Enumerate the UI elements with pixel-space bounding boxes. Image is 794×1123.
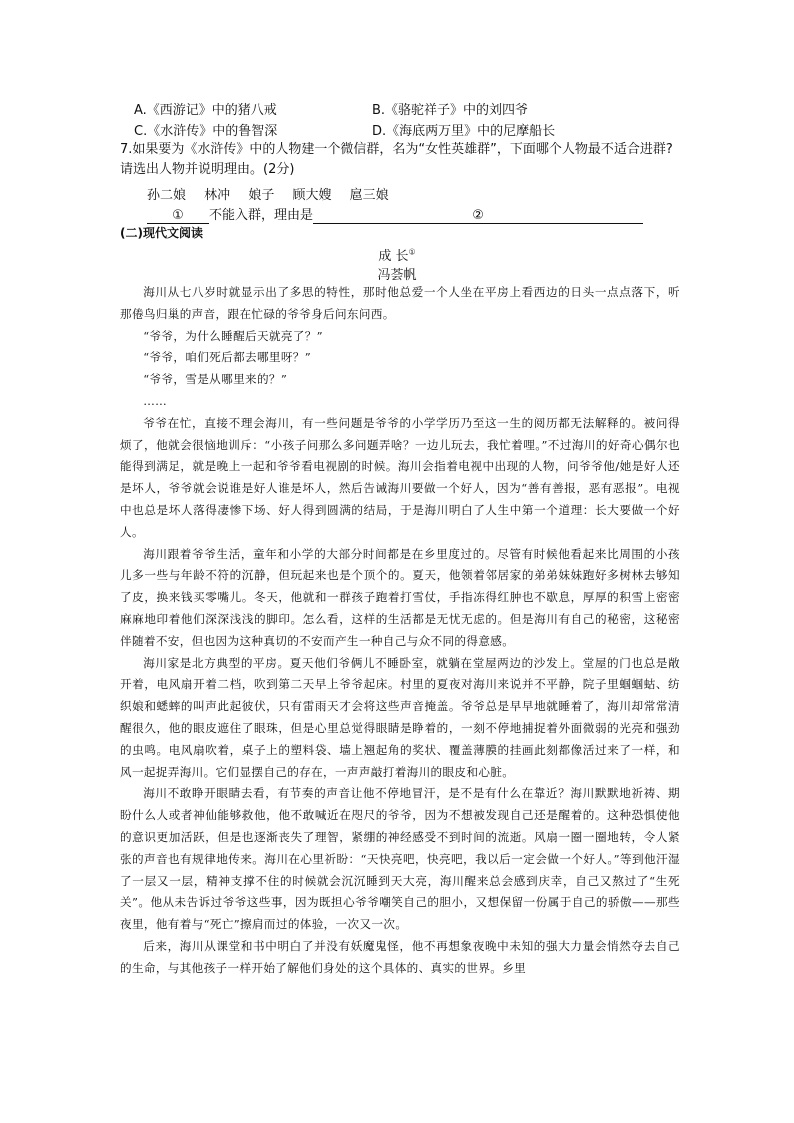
- candidate-name: 扈三娘: [349, 188, 389, 203]
- article-title: [0, 245, 794, 264]
- paragraph: 海川不敢睁开眼睛去看，有节奏的声音让他不停地冒汗，是不是有什么在靠近？海川默默地祈祷、期盼什么人或者神仙能够救他，他不敢喊近在咫尺的爷爷，因为不想被发现自己还是醒着的。这种恐惧使他的意识更加活跃，但是也逐渐丧失了理智，紧绷的神经感受不到时间的流逝。风扇一圈一圈地转，令人紧张的声音也有规律地传来。海川在心里祈盼：“天快亮吧，快亮吧，我以后一定会做一个好人。”等到他汗湿了一层又一层，精神支撑不住的时候就会沉沉睡到天大亮，海川醒来总会感到庆幸，自己又熬过了“生死关”。他从未告诉过爷爷这些事，因为既担心爷爷嘲笑自己的胆小，又想保留一份属于自己的骄傲——那些夜里，他有着与“死亡”擦肩而过的体验，一次又一次。: [120, 786, 680, 932]
- option-b: B.《骆驼祥子》中的刘四爷: [372, 103, 529, 118]
- article-body: [120, 282, 680, 980]
- paragraph: 爷爷在忙，直接不理会海川，有一些问题是爷爷的小学学历乃至这一生的阅历都无法解释的。被问得烦了，他就会很恼地训斥：“小孩子问那么多问题弄啥？一边儿玩去，我忙着哩。”不过海川的好奇心偶尔也能得到满足，就是晚上一起和爷爷看电视剧的时候。海川会指着电视中出现的人物，问爷爷他/她是好人还是坏人，爷爷就会说谁是好人谁是坏人，然后告诫海川要做一个好人，因为“善有善报，恶有恶报”。电视中也总是坏人落得凄惨下场、好人得到圆满的结局，于是海川明白了人生中第一个道理：长大要做一个好人。: [120, 415, 680, 539]
- paragraph: 海川跟着爷爷生活，童年和小学的大部分时间都是在乡里度过的。尽管有时候他看起来比周围的小孩儿多一些与年龄不符的沉静，但玩起来也是个顶个的。夏天，他领着邻居家的弟弟妹妹跑好多树林去够知了皮，换来钱买零嘴儿。冬天，他就和一群孩子跑着打雪仗，手指冻得红肿也不歇息，厚厚的积雪上密密麻麻地印着他们深深浅浅的脚印。怎么看，这样的生活都是无忧无虑的。但是海川有自己的秘密，这秘密伴随着不安，但也因为这种真切的不安而产生一种自己与众不同的得意感。: [120, 546, 680, 648]
- candidate-name: 林冲: [204, 188, 231, 203]
- candidate-name: 娘子: [248, 188, 275, 203]
- paragraph: 海川从七八岁时就显示出了多思的特性，那时他总爱一个人坐在平房上看西边的日头一点点落下，听那倦鸟归巢的声音，跟在忙碌的爷爷身后问东问西。: [120, 285, 680, 321]
- paragraph: “爷爷，咱们死后都去哪里呀？”: [143, 350, 312, 365]
- paragraph: 后来，海川从课堂和书中明白了并没有妖魔鬼怪，他不再想象夜晚中未知的强大力量会悄然夺去自己的生命，与其他孩子一样开始了解他们身处的这个具体的、真实的世界。乡里: [120, 938, 680, 975]
- option-d: D.《海底两万里》中的尼摩船长: [372, 124, 556, 139]
- answer-blank-2[interactable]: ②: [313, 208, 643, 224]
- answer-row: [147, 204, 643, 224]
- footnote-mark: ①: [408, 247, 416, 257]
- paragraph: “爷爷，雪是从哪里来的？”: [143, 372, 288, 387]
- article-author: 冯荟帆: [377, 268, 417, 283]
- candidate-name: 顾大嫂: [292, 188, 332, 203]
- paragraph: 海川家是北方典型的平房。夏天他们爷俩儿不睡卧室，就躺在堂屋两边的沙发上。堂屋的门也总是敞开着，电风扇开着二档，吹到第二天早上爷爷起床。村里的夏夜对海川来说并不平静，院子里蝈蝈蛄、纺织娘和蟋蟀的叫声此起彼伏，只有雷雨天才会将这些声音掩盖。爷爷总是早早地就睡着了，海川却常常清醒很久，他的眼皮遮住了眼珠，但是心里总觉得眼睛是睁着的，一刻不停地捕捉着外面微弱的光亮和强劲的虫鸣。电风扇吹着，桌子上的塑料袋、墙上翘起角的奖状、覆盖薄膜的挂画此刻都像活过来了一样，和风一起捉弄海川。它们显摆自己的存在，一声声敲打着海川的眼皮和心脏。: [120, 655, 680, 779]
- answer-middle-text: 不能入群，理由是: [209, 208, 314, 223]
- question-7-text: 7.如果要为《水浒传》中的人物建一个微信群，名为“女性英雄群”，下面哪个人物最不适合进群?请选出人物并说明理由。(2分): [120, 142, 673, 177]
- article-title-text: 成 长: [378, 249, 409, 264]
- paragraph: ……: [143, 393, 168, 408]
- option-a: A.《西游记》中的猪八戒: [134, 103, 277, 118]
- paragraph: “爷爷，为什么睡醒后天就亮了？”: [143, 328, 323, 343]
- candidate-name: 孙二娘: [147, 188, 187, 203]
- option-c: C.《水浒传》中的鲁智深: [134, 124, 278, 139]
- candidate-names: [147, 184, 403, 203]
- answer-blank-1[interactable]: ①: [147, 208, 209, 224]
- section-heading: (二)现代文阅读: [120, 226, 203, 240]
